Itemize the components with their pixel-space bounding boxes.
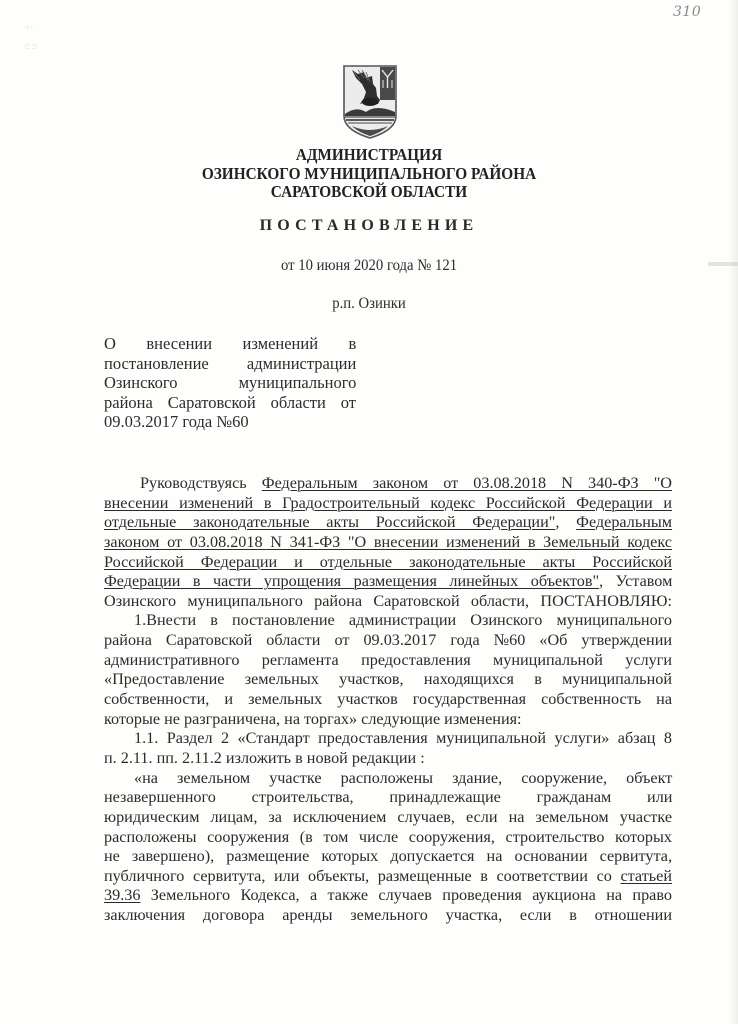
law-link-340-fz[interactable]: Федеральным законом от 03.08.2018 N 340-ФЗ "О [261,474,672,492]
body-text: публичного сервитута, или объекты, размещенные в соответствии со [104,866,621,885]
body-line [104,592,672,612]
law-link-341-fz[interactable]: Федеральным [576,513,673,532]
subject-line: постановление администрации [104,353,357,373]
body-line [104,572,672,592]
body-line [104,710,672,730]
body-text: расположены сооружения (в том числе сооружения, строительство которых [104,827,672,846]
body-text: Земельного Кодекса, а также случаев проведения аукциона на право [140,886,672,905]
body-text: п. 2.11. пп. 2.11.2 изложить в новой редакции : [104,748,425,767]
issuer-heading [37,146,701,202]
law-link-340-fz[interactable]: внесении изменений в Градостроительный кодекс Российской Федерации и [104,493,672,512]
body-line [104,553,672,573]
body-line [104,828,672,848]
body-text: , [555,513,577,532]
body-line [104,729,672,749]
body-text: собственности, и земельных участков государственная собственность на [104,690,672,709]
body-line [104,670,672,690]
body-line [104,513,672,533]
body-text: «Предоставление земельных участков, находящихся в муниципальной [104,670,672,689]
scan-edge-shadow [728,0,738,1024]
subject-line: 09.03.2017 года №60 [104,412,249,432]
body-line [104,867,672,887]
document-place: р.п. Озинки [332,295,406,312]
issuer-line-2: ОЗИНСКОГО МУНИЦИПАЛЬНОГО РАЙОНА [201,163,537,183]
body-line [104,906,672,926]
body-text: Руководствуясь [140,474,262,492]
body-text: 1.Внести в постановление администрации Озинского муниципального [134,611,672,630]
body-text: которые не разграничена, на торгах» следующие изменения: [104,709,522,728]
issuer-line-3: САРАТОВСКОЙ ОБЛАСТИ [270,182,468,201]
law-link-341-fz[interactable]: Федерации в части упрощения размещения линейных объектов" [104,572,600,591]
subject-line: района Саратовской области от [104,392,356,412]
body-line [104,611,672,631]
law-link-341-fz[interactable]: законом от 03.08.2018 N 341-ФЗ "О внесении изменений в Земельный кодекс [104,532,672,551]
handwritten-page-number: 310 [673,4,702,20]
body-text: , Уставом [599,572,673,591]
body-text: административного регламента предоставления муниципальной услуги [104,650,672,669]
body-text: Озинского муниципального района Саратовской области, ПОСТАНОВЛЯЮ: [104,591,672,610]
body-line [104,886,672,906]
article-link-39-36[interactable]: статьей [620,866,672,885]
body-line [104,808,672,828]
body-text: незавершенного строительства, принадлежащие гражданам или [104,788,673,807]
body-line [104,651,672,671]
body-line [104,474,672,494]
body-text: 1.1. Раздел 2 «Стандарт предоставления муниципальной услуги» абзац 8 [134,729,672,748]
faint-scan-marks: ·⁰ ¹ ⊂ ⊃ [24,25,38,51]
body-line [104,749,672,769]
body-text: не завершено), размещение которых допускается на основании сервитута, [104,847,672,866]
body-line [104,847,672,867]
article-link-39-36[interactable]: 39.36 [104,886,141,905]
subject-line: О внесении изменений в [104,334,357,353]
document-type-title: ПОСТАНОВЛЕНИЕ [259,217,479,234]
body-text: заключения договора аренды земельного участка, если в отношении [104,906,672,925]
body-line [104,533,672,553]
body-text: района Саратовской области от 09.03.2017 года №60 «Об утверждении [104,631,673,650]
document-body [104,474,672,926]
subject-line: Озинского муниципального [104,373,357,393]
law-link-340-fz[interactable]: отдельные законодательные акты Российской Федерации" [104,513,556,532]
scan-edge-mark [708,262,738,266]
body-line [104,788,672,808]
body-line [104,631,672,651]
coat-of-arms-icon [342,64,398,140]
document-date-number: от 10 июня 2020 года № 121 [280,257,458,274]
body-line [104,690,672,710]
issuer-line-1: АДМИНИСТРАЦИЯ [295,145,443,164]
body-text: юридическим лицам, за исключением случаев, если на земельном участке [104,807,673,826]
body-line [104,769,672,789]
law-link-341-fz[interactable]: Российской Федерации и отдельные законодательные акты Российской [104,552,672,571]
body-text: «на земельном участке расположены здание, сооружение, объект [134,768,673,787]
body-line [104,494,672,514]
document-subject [104,334,356,432]
